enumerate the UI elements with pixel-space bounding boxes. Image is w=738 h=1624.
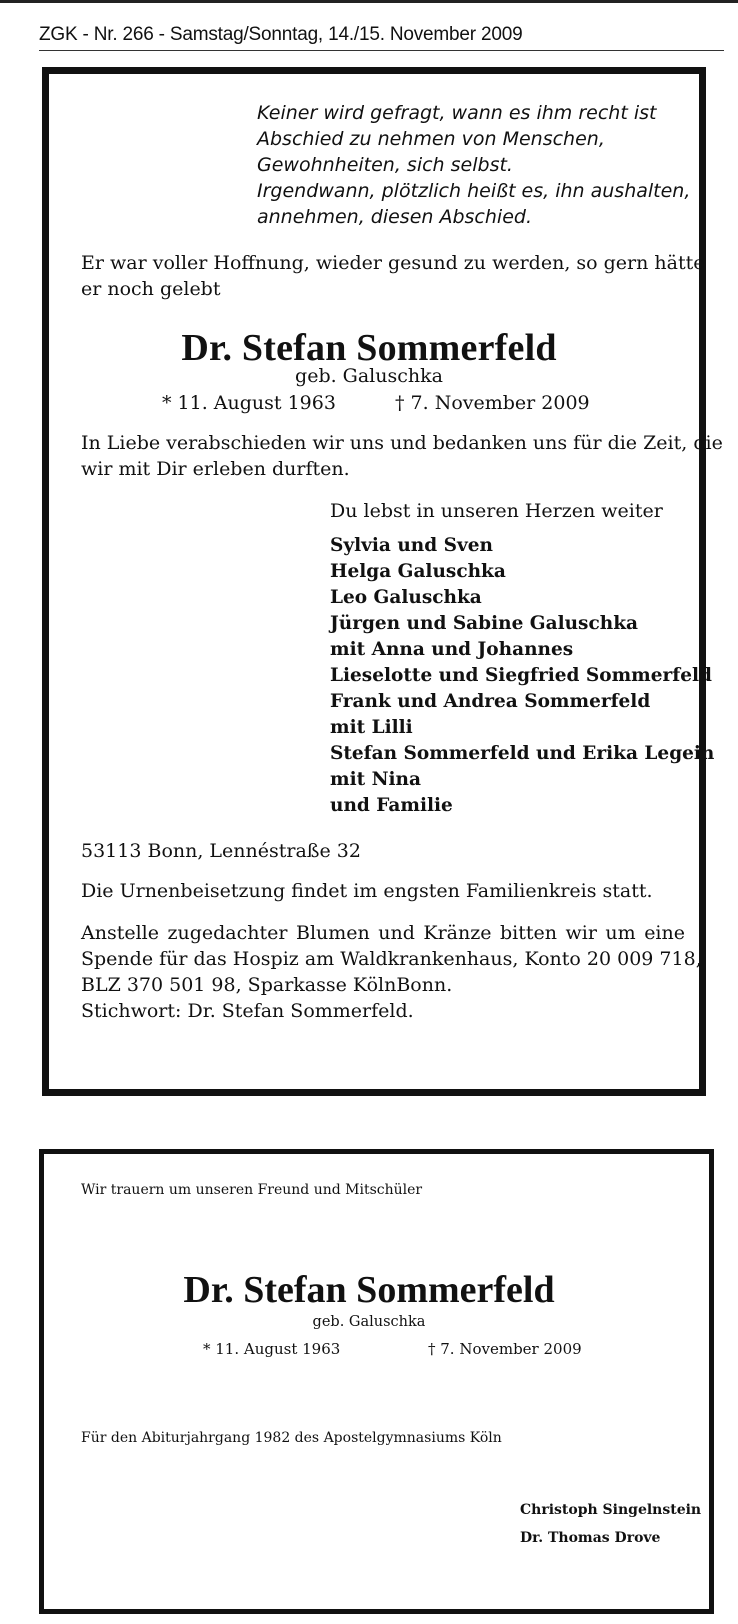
family-member: mit Lilli (330, 717, 413, 738)
donation-line: Stichwort: Dr. Stefan Sommerfeld. (81, 1000, 414, 1022)
donation-line: BLZ 370 501 98, Sparkasse KölnBonn. (81, 974, 453, 996)
burial-note: Die Urnenbeisetzung findet im engsten Familienkreis statt. (81, 880, 653, 902)
poem-line: Irgendwann, plötzlich heißt es, ihn aushalten, (257, 180, 691, 202)
family-member: Lieselotte und Siegfried Sommerfeld (330, 665, 712, 686)
top-rule (0, 0, 738, 3)
family-member: und Familie (330, 795, 453, 816)
birth-date-2: * 11. August 1963 (203, 1340, 341, 1358)
family-member: mit Nina (330, 769, 421, 790)
donation-line: Anstelle zugedachter Blumen und Kränze bitten wir um eine (81, 922, 685, 944)
farewell-line: wir mit Dir erleben durften. (81, 458, 350, 480)
family-member: Jürgen und Sabine Galuschka (330, 613, 638, 634)
family-member: Frank und Andrea Sommerfeld (330, 691, 651, 712)
address: 53113 Bonn, Lennéstraße 32 (81, 840, 361, 862)
birth-date: * 11. August 1963 (162, 392, 336, 414)
intro-line: er noch gelebt (81, 278, 221, 300)
donation-line: Spende für das Hospiz am Waldkrankenhaus, Konto 20 009 718, (81, 948, 702, 970)
born-name-2: geb. Galuschka (312, 1314, 426, 1330)
class-line: Für den Abiturjahrgang 1982 des Apostelgymnasiums Köln (81, 1430, 502, 1446)
poem-line: annehmen, diesen Abschied. (257, 206, 532, 228)
death-date: † 7. November 2009 (395, 392, 590, 414)
newspaper-header: ZGK - Nr. 266 - Samstag/Sonntag, 14./15. November 2009 (39, 24, 523, 45)
deceased-name-2: Dr. Stefan Sommerfeld (183, 1269, 555, 1311)
farewell-line: In Liebe verabschieden wir uns und bedanken uns für die Zeit, die (81, 432, 723, 454)
heart-line: Du lebst in unseren Herzen weiter (330, 500, 663, 522)
poem-line: Gewohnheiten, sich selbst. (257, 154, 513, 176)
classmates-intro: Wir trauern um unseren Freund und Mitschüler (81, 1182, 423, 1198)
poem-line: Abschied zu nehmen von Menschen, (257, 128, 605, 150)
deceased-name: Dr. Stefan Sommerfeld (181, 327, 557, 369)
intro-line: Er war voller Hoffnung, wieder gesund zu werden, so gern hätte (81, 252, 705, 274)
header-divider (39, 50, 724, 51)
poem-line: Keiner wird gefragt, wann es ihm recht ist (257, 102, 657, 124)
family-member: Sylvia und Sven (330, 535, 493, 556)
family-member: Stefan Sommerfeld und Erika Legein (330, 743, 715, 764)
signature: Dr. Thomas Drove (520, 1530, 661, 1546)
family-member: Leo Galuschka (330, 587, 482, 608)
family-member: Helga Galuschka (330, 561, 506, 582)
family-member: mit Anna und Johannes (330, 639, 574, 660)
born-name: geb. Galuschka (295, 365, 443, 387)
signature: Christoph Singelnstein (520, 1502, 702, 1518)
death-date-2: † 7. November 2009 (428, 1340, 582, 1358)
